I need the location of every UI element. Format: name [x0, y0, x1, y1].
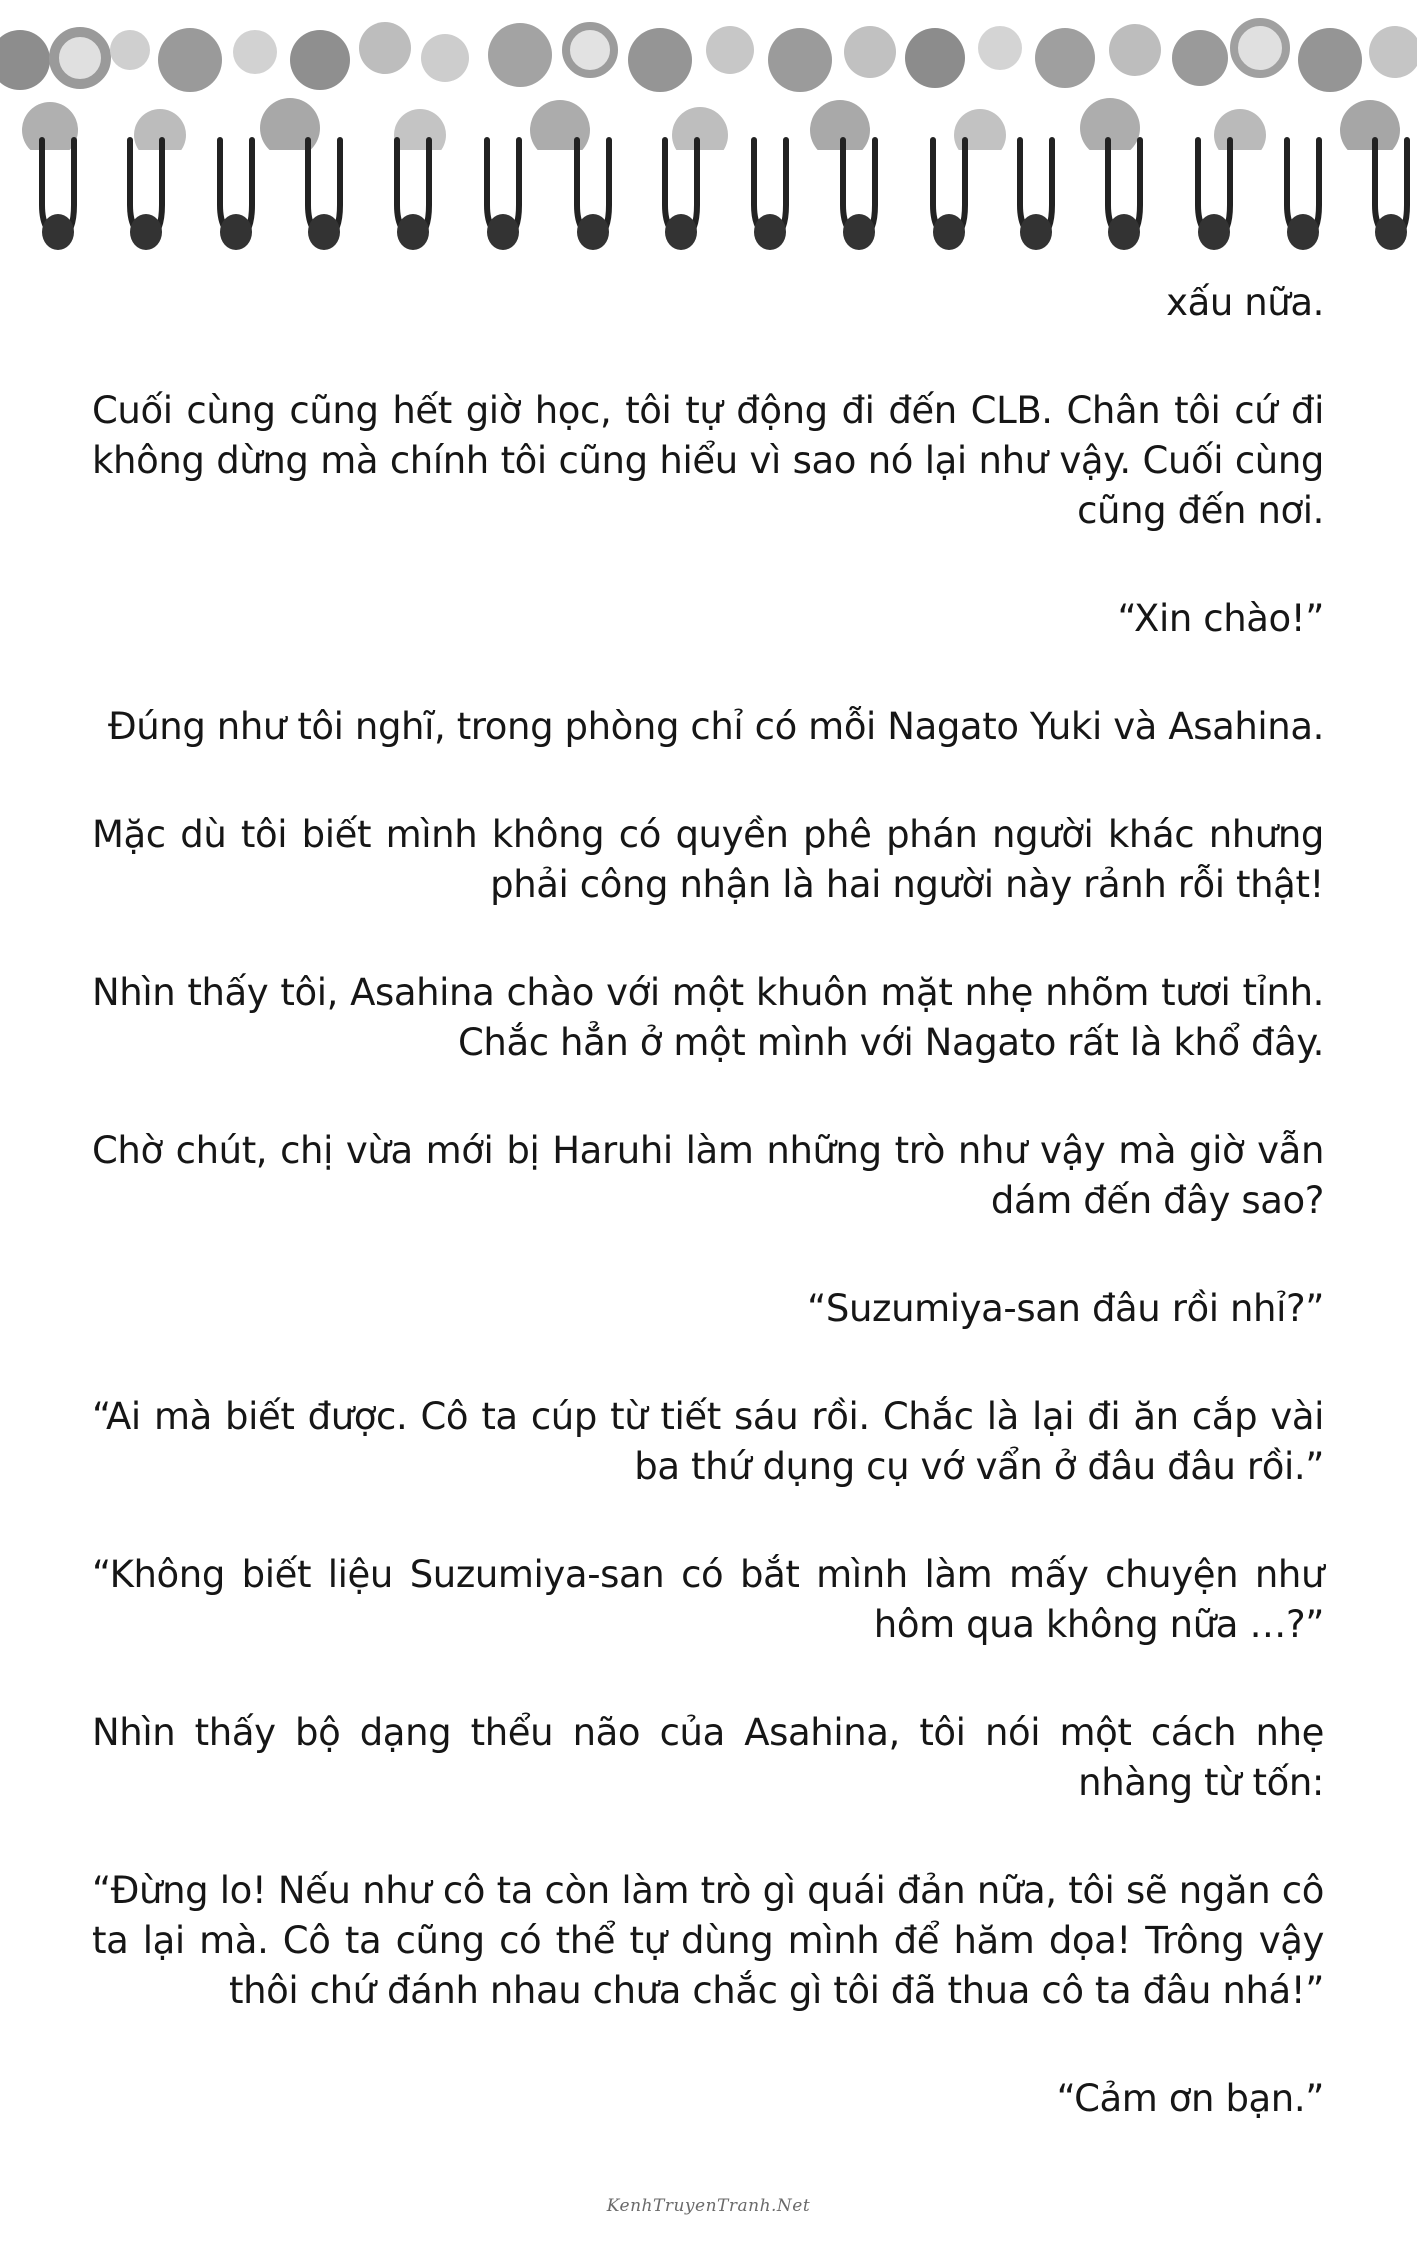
paragraph: “Xin chào!” [1117, 597, 1324, 640]
paragraph: “Ai mà biết được. Cô ta cúp từ tiết sáu rồi. Chắc là lại đi ăn cắp vài ba thứ dụng cụ vớ vẩn ở đâu đâu rồi.” [92, 1395, 1324, 1488]
paragraph: Đúng như tôi nghĩ, trong phòng chỉ có mỗi Nagato Yuki và Asahina. [107, 705, 1324, 748]
paragraph: “Cảm ơn bạn.” [1056, 2077, 1324, 2120]
paragraph: Chờ chút, chị vừa mới bị Haruhi làm những trò như vậy mà giờ vẫn dám đến đây sao? [92, 1129, 1324, 1222]
paragraph: Mặc dù tôi biết mình không có quyền phê phán người khác nhưng phải công nhận là hai người này rảnh rỗi thật! [92, 813, 1324, 906]
page-text [92, 278, 1324, 2182]
paragraph: Cuối cùng cũng hết giờ học, tôi tự động đi đến CLB. Chân tôi cứ đi không dừng mà chính tôi cũng hiểu vì sao nó lại như vậy. Cuối cùng cũng đến nơi. [92, 389, 1324, 532]
paragraph: Nhìn thấy bộ dạng thểu não của Asahina, tôi nói một cách nhẹ nhàng từ tốn: [92, 1711, 1324, 1804]
paragraph: “Suzumiya-san đâu rồi nhỉ?” [807, 1287, 1324, 1330]
notebook-spiral-binding [0, 0, 1417, 270]
paragraph: “Không biết liệu Suzumiya-san có bắt mình làm mấy chuyện như hôm qua không nữa …?” [92, 1553, 1324, 1646]
paragraph: Nhìn thấy tôi, Asahina chào với một khuôn mặt nhẹ nhõm tươi tỉnh. Chắc hẳn ở một mình với Nagato rất là khổ đây. [92, 971, 1324, 1064]
watermark: KenhTruyenTranh.Net [606, 2196, 811, 2216]
paragraph: xấu nữa. [1166, 281, 1324, 324]
paragraph: “Đừng lo! Nếu như cô ta còn làm trò gì quái đản nữa, tôi sẽ ngăn cô ta lại mà. Cô ta cũng có thể tự dùng mình để hăm dọa! Trông vậy thôi chứ đánh nhau chưa chắc gì tôi đã thua cô ta đâu nhá!” [92, 1869, 1324, 2012]
